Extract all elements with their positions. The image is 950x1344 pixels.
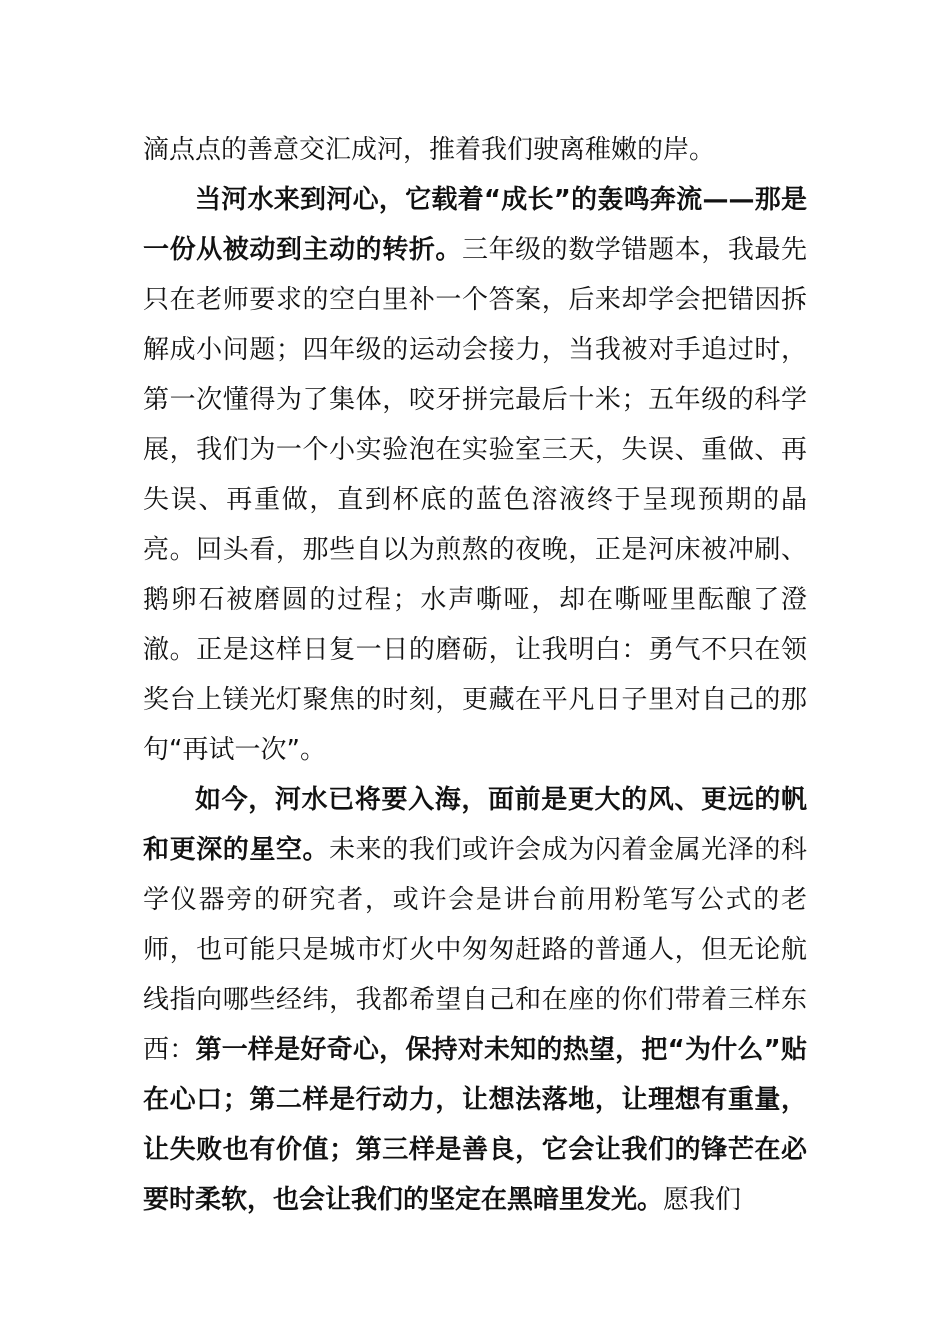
- paragraph-2: [143, 175, 807, 775]
- body-text: [143, 125, 807, 1225]
- paragraph-1: [143, 125, 807, 175]
- paragraph-3-body: 未来的我们或许会成为闪着金属光泽的科学仪器旁的研究者，或许会是讲台前用粉笔写公式的老师，也可能只是城市灯火中匆匆赶路的普通人，但无论航线指向哪些经纬，我都希望自己和在座的你们带着三样东西：: [143, 835, 807, 1065]
- paragraph-3-lead-bold: 如今，河水已将要入海，面前是更大的风、更远的帆和更深的星空。: [143, 785, 807, 865]
- paragraph-3-tail: 愿我们: [663, 1185, 742, 1215]
- paragraph-2-lead-bold: 当河水来到河心，它载着“成长”的轰鸣奔流——那是一份从被动到主动的转折。: [143, 185, 807, 265]
- paragraph-3-emphasis-bold: 第一样是好奇心，保持对未知的热望，把“为什么”贴在心口；第二样是行动力，让想法落地，让理想有重量，让失败也有价值；第三样是善良，它会让我们的锋芒在必要时柔软，也会让我们的坚定在黑暗里发光。: [143, 1035, 807, 1215]
- paragraph-2-body: 三年级的数学错题本，我最先只在老师要求的空白里补一个答案，后来却学会把错因拆解成小问题；四年级的运动会接力，当我被对手追过时，第一次懂得为了集体，咬牙拼完最后十米；五年级的科学展，我们为一个小实验泡在实验室三天，失误、重做、再失误、再重做，直到杯底的蓝色溶液终于呈现预期的晶亮。回头看，那些自以为煎熬的夜晚，正是河床被冲刷、鹅卵石被磨圆的过程；水声嘶哑，却在嘶哑里酝酿了澄澈。正是这样日复一日的磨砺，让我明白：勇气不只在领奖台上镁光灯聚焦的时刻，更藏在平凡日子里对自己的那句“再试一次”。: [143, 235, 807, 765]
- paragraph-3: [143, 775, 807, 1225]
- paragraph-1-text: 滴点点的善意交汇成河，推着我们驶离稚嫩的岸。: [143, 135, 716, 165]
